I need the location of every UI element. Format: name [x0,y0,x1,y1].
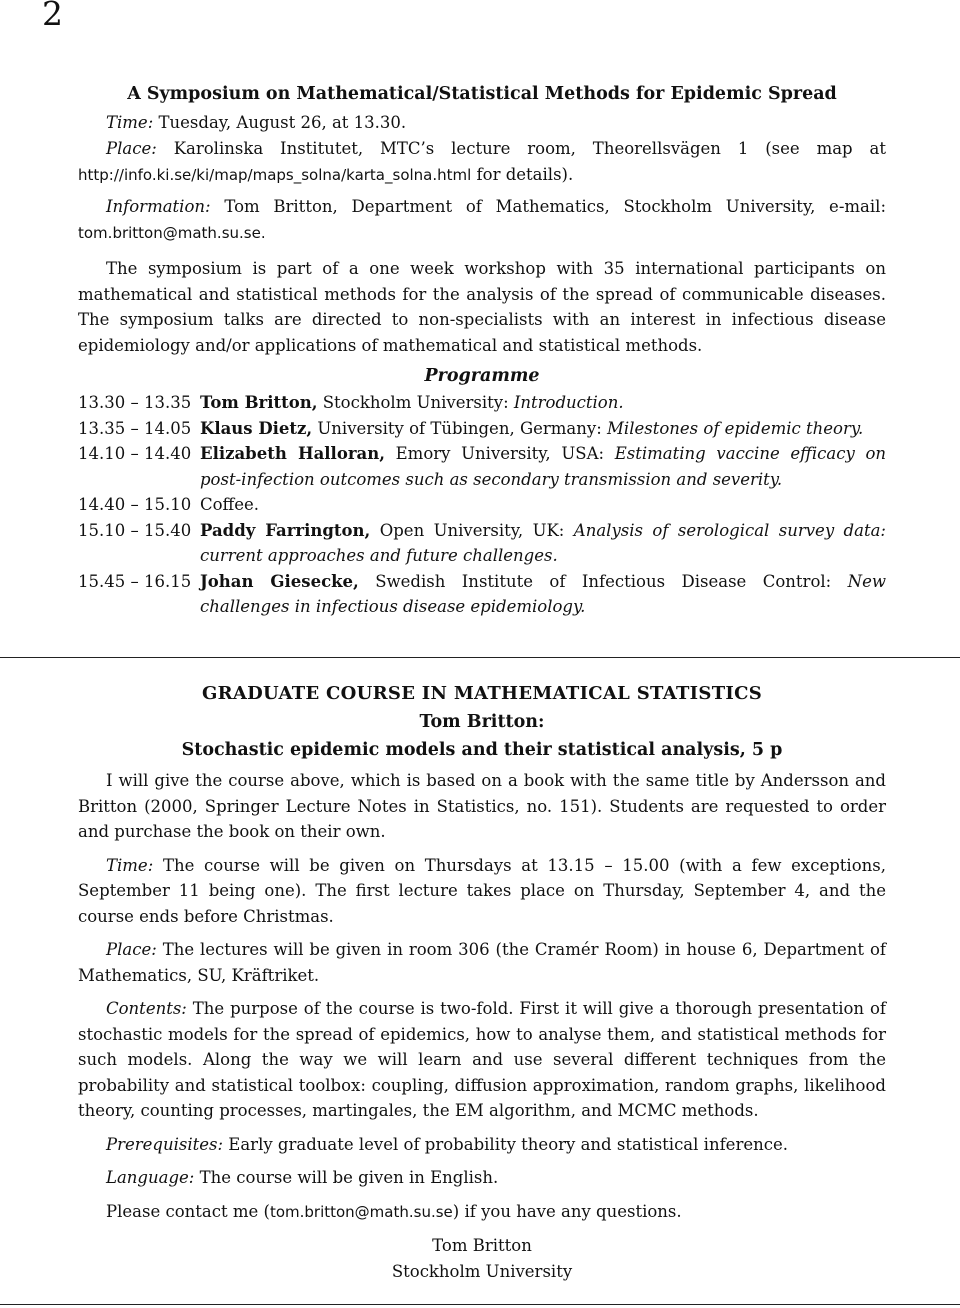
course-prereq-label: Prerequisites: [106,1134,224,1154]
bottom-divider [0,1304,960,1305]
time-value: Tuesday, August 26, at 13.30. [158,113,407,132]
programme-item [78,416,886,442]
course-contents [78,996,886,1124]
programme-talk: Analysis of serological survey data: current approaches and future challenges. [200,520,886,565]
programme-affiliation: Open University, UK: [379,520,565,540]
course-title: Stochastic epidemic models and their statistical analysis, 5 p [181,740,783,760]
signature-name: Tom Britton [432,1236,532,1255]
course-contents-label: Contents: [106,999,187,1018]
programme-time: 15.10 – 15.40 [78,520,192,540]
course-section [78,683,886,1285]
course-time-label: Time: [106,855,154,875]
course-heading: GRADUATE COURSE IN MATHEMATICAL STATISTICS [201,683,763,704]
course-time [78,853,886,930]
programme-speaker: Klaus Dietz, [200,418,313,438]
symposium-information [78,194,886,246]
programme-talk: Estimating vaccine efficacy on post-infection outcomes such as secondary transmission and severity. [200,444,886,489]
place-value: Karolinska Institutet, MTC’s lecture room, Theorellsvägen 1 (see map at [173,139,886,158]
programme-item [78,441,886,492]
programme-time: 14.40 – 15.10 [78,495,192,514]
symposium-section [78,84,886,620]
programme-time: 13.35 – 14.05 [78,418,192,438]
course-teacher: Tom Britton: [419,712,545,732]
course-language-label: Language: [106,1168,195,1187]
course-place-label: Place: [106,940,157,959]
programme-talk: New challenges in infectious disease epidemiology. [200,571,886,616]
time-label: Time: [106,113,154,132]
course-prerequisites [78,1132,886,1158]
top-divider [0,657,960,658]
page-number: 2 [42,0,63,33]
programme-speaker: Johan Giesecke, [200,571,359,591]
course-language [78,1165,886,1191]
programme-speaker: Tom Britton, [200,393,318,412]
programme-speaker: Elizabeth Halloran, [200,444,385,463]
course-intro: I will give the course above, which is based on a book with the same title by Andersson and Britton (2000, Springer Lecture Notes in Statistics, no. 151). Students are requested to order and purchase the book on their own. [78,771,886,841]
symposium-place [78,136,886,188]
programme-affiliation: University of Tübingen, Germany: [317,418,602,438]
programme-item [78,390,886,416]
programme-affiliation: Emory University, USA: [395,444,605,463]
programme-item [78,492,886,518]
symposium-description: The symposium is part of a one week workshop with 35 international participants on mathematical and statistical methods for the analysis of the spread of communicable diseases. The symposium talks are directed to non-specialists with an interest in infectious disease epidemiology and/or applications of mathematical and statistical methods. [78,259,886,355]
programme-item [78,569,886,620]
info-value: Tom Britton, Department of Mathematics, Stockholm University, e-mail: [224,197,886,216]
course-time-value: The course will be given on Thursdays at 13.15 – 15.00 (with a few exceptions, September 11 being one). The first lecture takes place on Thursday, September 4, and the course ends before Christmas. [78,855,886,926]
signature-organization: Stockholm University [391,1262,573,1281]
programme-affiliation: Coffee. [200,495,260,514]
course-prereq-value: Early graduate level of probability theory and statistical inference. [228,1134,788,1154]
place-tail: for details). [476,164,574,184]
place-label: Place: [106,139,157,158]
course-place-value: The lectures will be given in room 306 (the Cramér Room) in house 6, Department of Mathematics, SU, Kräftriket. [78,940,887,985]
programme-talk: Introduction. [513,393,624,412]
programme-time: 13.30 – 13.35 [78,393,192,412]
programme-time: 14.10 – 14.40 [78,444,192,463]
contact-email-link[interactable]: tom.britton@math.su.se [269,1202,453,1221]
map-link[interactable]: http://info.ki.se/ki/map/maps_solna/karta_solna.html [78,165,472,184]
info-email-link[interactable]: tom.britton@math.su.se. [78,223,266,242]
course-contact: Please contact me (tom.britton@math.su.se) if you have any questions. [106,1201,682,1221]
symposium-title: A Symposium on Mathematical/Statistical Methods for Epidemic Spread [127,84,837,104]
programme-affiliation: Stockholm University: [322,393,509,412]
course-contents-value: The purpose of the course is two-fold. First it will give a thorough presentation of stochastic models for the spread of epidemics, how to analyse them, and statistical methods for such models. Along the way we will learn and use several different techniques from the probability and statistical toolbox: coupling, diffusion approximation, random graphs, likelihood theory, counting processes, martingales, the EM algorithm, and MCMC methods. [78,999,886,1120]
info-label: Information: [106,197,211,216]
programme-affiliation: Swedish Institute of Infectious Disease Control: [375,571,832,591]
course-place [78,937,886,988]
programme-list [78,390,886,620]
programme-item [78,518,886,569]
symposium-time [78,110,886,136]
programme-time: 15.45 – 16.15 [78,571,192,591]
programme-talk: Milestones of epidemic theory. [607,418,864,438]
programme-speaker: Paddy Farrington, [200,520,371,540]
course-language-value: The course will be given in English. [199,1168,499,1187]
programme-title: Programme [424,366,540,386]
